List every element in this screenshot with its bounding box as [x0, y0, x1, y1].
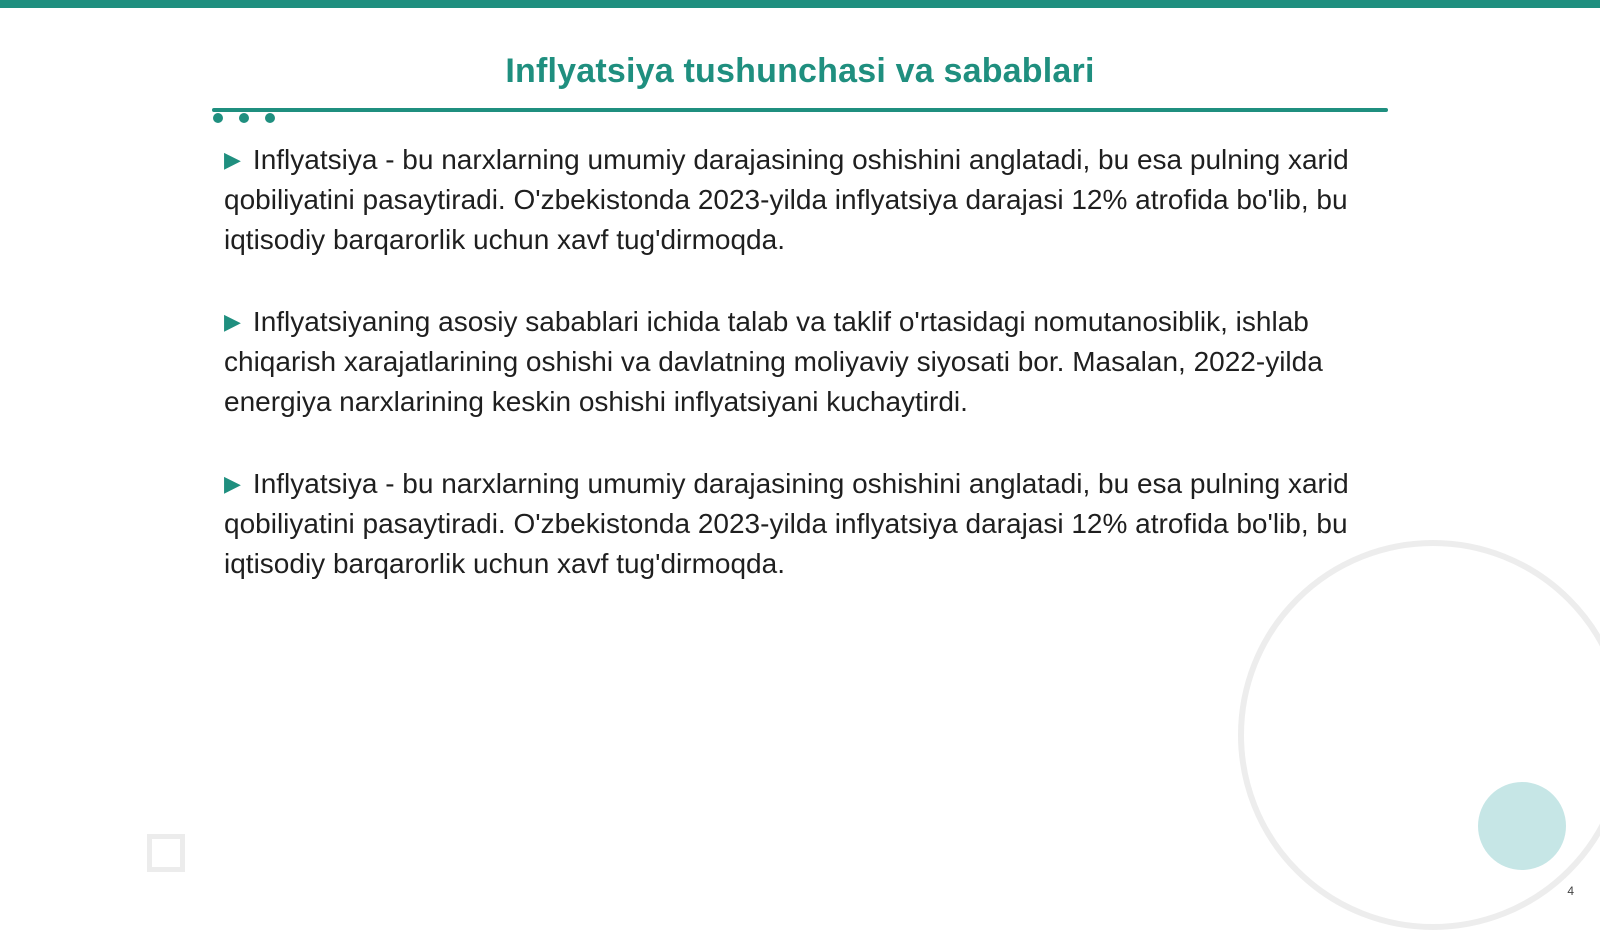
play-arrow-icon: ▶: [224, 147, 241, 172]
play-arrow-icon: ▶: [224, 309, 241, 334]
slide-title: Inflyatsiya tushunchasi va sabablari: [505, 52, 1095, 90]
title-underline: [212, 108, 1388, 112]
bullet-item: [224, 140, 1364, 260]
page-number: 4: [1567, 884, 1574, 898]
bullet-item: [224, 464, 1364, 584]
decorative-dot: [239, 113, 249, 123]
play-arrow-icon: ▶: [224, 471, 241, 496]
decorative-ring: [1238, 540, 1600, 930]
decorative-dot: [213, 113, 223, 123]
bullet-text: Inflyatsiyaning asosiy sabablari ichida talab va taklif o'rtasidagi nomutanosiblik, ishlab chiqarish xarajatlarining oshishi va davlatning moliyaviy siyosati bor. Masalan, 2022-yilda energiya narxlarining keskin oshishi inflyatsiyani kuchaytirdi.: [224, 306, 1323, 417]
bullet-text: Inflyatsiya - bu narxlarning umumiy darajasining oshishini anglatadi, bu esa pulning xarid qobiliyatini pasaytiradi. O'zbekistonda 2023-yilda inflyatsiya darajasi 12% atrofida bo'lib, bu iqtisodiy barqarorlik uchun xavf tug'dirmoqda.: [224, 144, 1349, 255]
decorative-circle: [1478, 782, 1566, 870]
top-accent-bar: [0, 0, 1600, 8]
bullet-item: [224, 302, 1364, 422]
decorative-square: [147, 834, 185, 872]
bullet-text: Inflyatsiya - bu narxlarning umumiy darajasining oshishini anglatadi, bu esa pulning xarid qobiliyatini pasaytiradi. O'zbekistonda 2023-yilda inflyatsiya darajasi 12% atrofida bo'lib, bu iqtisodiy barqarorlik uchun xavf tug'dirmoqda.: [224, 468, 1349, 579]
decorative-dot: [265, 113, 275, 123]
